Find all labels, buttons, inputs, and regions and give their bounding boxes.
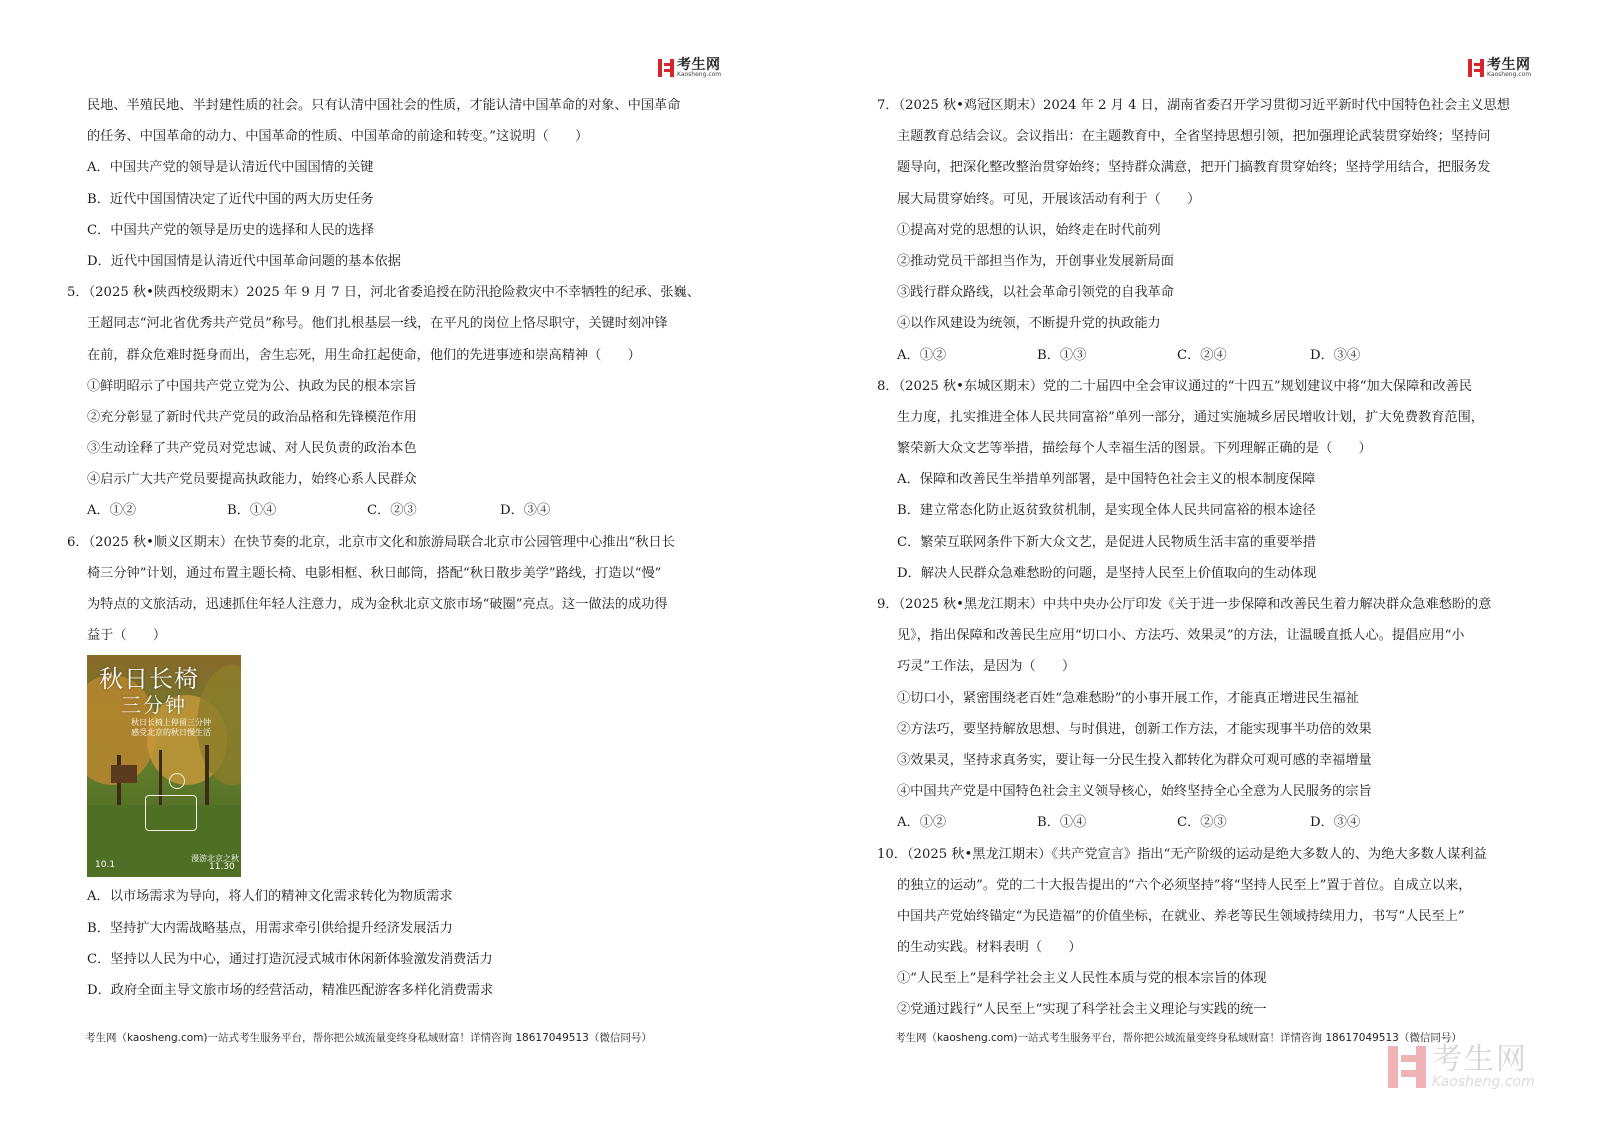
q8-option: A．保障和改善民生举措单列部署，是中国特色社会主义的根本制度保障: [897, 472, 1316, 488]
q7-stem-line: 题导向，把深化整改整治贯穿始终；坚持群众满意，把开门搞教育贯穿始终；坚持学用结合，把服务发: [897, 160, 1491, 176]
logo-name: 考生网: [1487, 57, 1531, 73]
q5-option-a: A．①②: [87, 503, 137, 519]
q5-item: ③生动诠释了共产党员对党忠诚、对人民负责的政治本色: [87, 441, 417, 457]
q7-item: ②推动党员干部担当作为，开创事业发展新局面: [897, 253, 1174, 269]
q7-item: ①提高对党的思想的认识，始终走在时代前列: [897, 222, 1161, 238]
watermark-name: 考生网: [1432, 1042, 1528, 1077]
q10-item: ①“人民至上”是科学社会主义人民性本质与党的根本宗旨的体现: [897, 971, 1267, 987]
q7-option-a: A．①②: [897, 347, 947, 363]
logo-domain: Kaosheng.com: [1487, 71, 1532, 78]
q5-stem-line: 在前，群众危难时挺身而出，舍生忘死，用生命扛起使命，他们的先进事迹和崇高精神（ ）: [87, 347, 641, 363]
q9-option-b: B．①④: [1037, 815, 1087, 831]
q4-option: C．中国共产党的领导是历史的选择和人民的选择: [87, 222, 375, 238]
kaosheng-watermark: [1388, 1042, 1535, 1090]
q7-option-c: C．②④: [1177, 347, 1227, 363]
left-footer: 考生网（kaosheng.com)一站式考生服务平台，帮你把公域流量变终身私域财富！详情咨询 18617049513（微信同号）: [85, 1032, 652, 1044]
q9-stem-line: 巧灵”工作法，是因为（ ）: [897, 659, 1076, 675]
q6-stem-line: 为特点的文旅活动，迅速抓住年轻人注意力，成为金秋北京文旅市场“破圈”亮点。这一做法的成功得: [87, 597, 668, 612]
q6-stem-line: 6．（2025 秋•顺义区期末）在快节奏的北京，北京市文化和旅游局联合北京市公园管理中心推出“秋日长: [67, 534, 675, 550]
q8-option: B．建立常态化防止返贫致贫机制，是实现全体人民共同富裕的根本途径: [897, 503, 1316, 519]
poster-date-start: 10.1: [95, 860, 116, 871]
q5-item: ②充分彰显了新时代共产党员的政治品格和先锋模范作用: [87, 409, 417, 425]
kaosheng-logo-icon: [1468, 59, 1484, 77]
q10-stem-line: 中国共产党始终锚定“为民造福”的价值坐标，在就业、养老等民生领域持续用力，书写“人民至上”: [897, 908, 1465, 924]
right-content: [870, 90, 1560, 1026]
q7-stem-line: 主题教育总结会议。会议指出：在主题教育中，全省坚持思想引领，把加强理论武装贯穿始终；坚持问: [897, 129, 1491, 145]
q5-stem-line: 5．（2025 秋•陕西校级期末）2025 年 9 月 7 日，河北省委追授在防汛抢险救灾中不幸牺牲的纪承、张巍、: [67, 285, 700, 301]
left-content: [60, 90, 740, 1006]
poster-date-end: 11.30: [209, 862, 235, 873]
q7-option-b: B．①③: [1037, 347, 1087, 363]
q6-option: C．坚持以人民为中心，通过打造沉浸式城市休闲新体验激发消费活力: [87, 951, 493, 967]
q5-stem-line: 王超同志“河北省优秀共产党员”称号。他们扎根基层一线，在平凡的岗位上恪尽职守，关键时刻冲锋: [87, 316, 668, 332]
right-footer: 考生网（kaosheng.com)一站式考生服务平台，帮你把公域流量变终身私域财富！详情咨询 18617049513（微信同号）: [895, 1032, 1462, 1044]
q5-item: ①鲜明昭示了中国共产党立党为公、执政为民的根本宗旨: [87, 378, 417, 394]
q8-stem-line: 生力度，扎实推进全体人民共同富裕”单列一部分，通过实施城乡居民增收计划，扩大免费教育范围，: [897, 409, 1484, 425]
q9-options: [870, 807, 1560, 838]
q4-stem-line: 的任务、中国革命的动力、中国革命的性质、中国革命的前途和转变。”这说明（ ）: [87, 129, 589, 145]
q7-stem-line: 7．（2025 秋•鸡冠区期末）2024 年 2 月 4 日，湖南省委召开学习贯彻习近平新时代中国特色社会主义思想: [877, 98, 1510, 113]
q6-option: B．坚持扩大内需战略基点，用需求牵引供给提升经济发展活力: [87, 920, 453, 936]
q7-item: ④以作风建设为统领，不断提升党的执政能力: [897, 316, 1161, 332]
logo-name: 考生网: [677, 57, 721, 73]
q6-option: D．政府全面主导文旅市场的经营活动，精准匹配游客多样化消费需求: [87, 982, 494, 998]
right-page: [870, 0, 1560, 1130]
q7-stem-line: 展大局贯穿始终。可见，开展该活动有利于（ ）: [897, 191, 1201, 207]
q5-option-c: C．②③: [367, 503, 417, 519]
left-page: [60, 0, 740, 1130]
q6-option: A．以市场需求为导向，将人们的精神文化需求转化为物质需求: [87, 889, 453, 905]
q4-option: B．近代中国国情决定了近代中国的两大历史任务: [87, 191, 374, 207]
poster-title: 秋日长椅: [99, 665, 199, 694]
q7-option-d: D．③④: [1310, 347, 1361, 363]
q10-stem-line: 10．（2025 秋•黑龙江期末）《共产党宣言》指出“无产阶级的运动是绝大多数人的、为绝大多数人谋利益: [877, 846, 1487, 862]
q10-item: ②党通过践行“人民至上”实现了科学社会主义理论与实践的统一: [897, 1002, 1267, 1018]
q10-stem-line: 的独立的运动”。党的二十大报告提出的“六个必须坚持”将“坚持人民至上”置于首位。自成立以来，: [897, 877, 1472, 893]
autumn-bench-poster-image: [87, 655, 241, 877]
q6-stem-line: 益于（ ）: [87, 628, 167, 644]
q5-option-d: D．③④: [500, 503, 551, 519]
q9-item: ④中国共产党是中国特色社会主义领导核心，始终坚持全心全意为人民服务的宗旨: [897, 784, 1372, 800]
q5-option-b: B．①④: [227, 503, 277, 519]
q8-stem-line: 8．（2025 秋•东城区期末）党的二十届四中全会审议通过的“十四五”规划建议中将“加大保障和改善民: [877, 378, 1473, 394]
logo-domain: Kaosheng.com: [677, 71, 722, 78]
poster-note: 感受北京的秋日慢生活: [131, 728, 211, 738]
q4-option: D．近代中国国情是认清近代中国革命问题的基本依据: [87, 253, 401, 269]
q8-stem-line: 繁荣新大众文艺等举措，描绘每个人幸福生活的图景。下列理解正确的是（ ）: [897, 441, 1372, 457]
poster-subtitle: 三分钟: [121, 693, 187, 718]
q10-stem-line: 的生动实践。材料表明（ ）: [897, 940, 1082, 956]
poster-note: 秋日长椅上停留三分钟: [131, 718, 211, 728]
q4-option: A．中国共产党的领导是认清近代中国国情的关键: [87, 160, 374, 176]
q5-options: [60, 495, 740, 526]
poster-caption: 漫游北京之秋: [191, 854, 239, 864]
q8-option: D．解决人民群众急难愁盼的问题，是坚持人民至上价值取向的生动体现: [897, 565, 1317, 581]
q8-option: C．繁荣互联网条件下新大众文艺，是促进人民物质生活丰富的重要举措: [897, 534, 1316, 550]
q9-stem-line: 9．（2025 秋•黑龙江期末）中共中央办公厅印发《关于进一步保障和改善民生着力解决群众急难愁盼的意: [877, 597, 1492, 612]
watermark-domain: Kaosheng.com: [1432, 1074, 1535, 1090]
q9-option-c: C．②③: [1177, 815, 1227, 831]
q7-item: ③践行群众路线，以社会革命引领党的自我革命: [897, 285, 1174, 301]
kaosheng-logo-icon: [658, 59, 674, 77]
q4-stem-line: 民地、半殖民地、半封建性质的社会。只有认清中国社会的性质，才能认清中国革命的对象、中国革命: [87, 98, 681, 113]
q7-options: [870, 340, 1560, 371]
q9-item: ②方法巧，要坚持解放思想、与时俱进，创新工作方法，才能实现事半功倍的效果: [897, 721, 1372, 737]
q9-option-a: A．①②: [897, 815, 947, 831]
q9-item: ①切口小，紧密围绕老百姓“急难愁盼”的小事开展工作，才能真正增进民生福祉: [897, 690, 1359, 706]
kaosheng-logo: [658, 58, 721, 78]
kaosheng-logo: [1468, 58, 1531, 78]
q9-option-d: D．③④: [1310, 815, 1361, 831]
q6-stem-line: 椅三分钟”计划，通过布置主题长椅、电影相框、秋日邮筒，搭配“秋日散步美学”路线，打造以“慢”: [87, 565, 662, 581]
q5-item: ④启示广大共产党员要提高执政能力，始终心系人民群众: [87, 472, 417, 488]
kaosheng-watermark-icon: [1388, 1046, 1426, 1088]
q9-stem-line: 见》，指出保障和改善民生应用“切口小、方法巧、效果灵”的方法，让温暖直抵人心。提倡应用“小: [897, 628, 1465, 644]
q9-item: ③效果灵，坚持求真务实，要让每一分民生投入都转化为群众可观可感的幸福增量: [897, 752, 1372, 768]
